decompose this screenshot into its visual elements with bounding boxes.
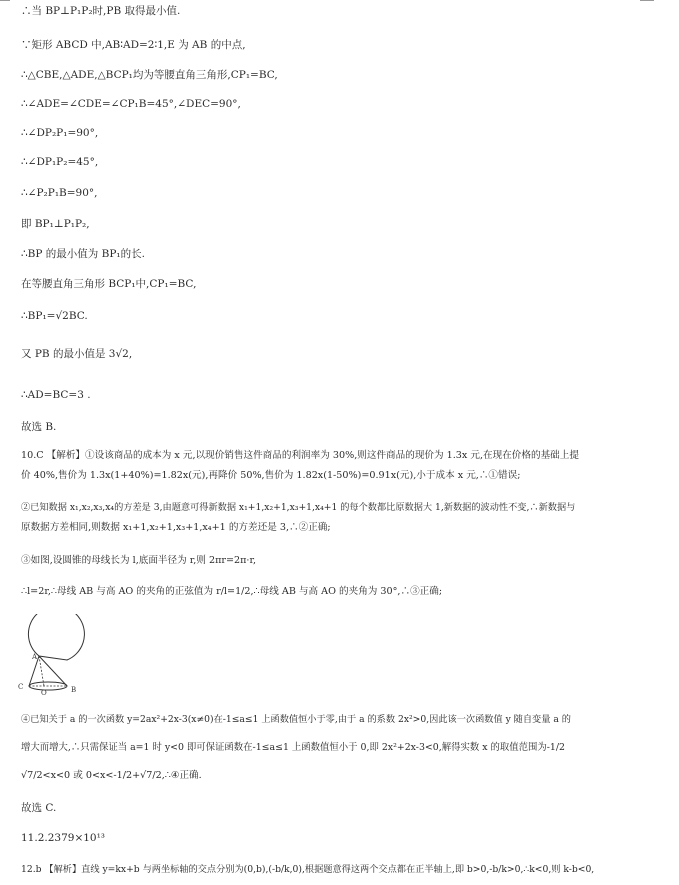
text-line: 故选 C. — [21, 802, 57, 814]
text-line: 在等腰直角三角形 BCP₁中,CP₁=BC, — [21, 278, 197, 290]
label-c: C — [18, 683, 24, 691]
text-line: √7/2<x<0 或 0<x<-1/2+√7/2,∴④正确. — [21, 770, 202, 781]
text-line: 又 PB 的最小值是 3√2, — [21, 348, 133, 360]
text-line: ∴∠ADE=∠CDE=∠CP₁B=45°,∠DEC=90°, — [21, 98, 241, 110]
label-o: O — [41, 689, 47, 697]
text-line: ∴∠DP₁P₂=45°, — [21, 156, 99, 168]
text-line: 11.2.2379×10¹³ — [21, 832, 106, 844]
text-line: 价 40%,售价为 1.3x(1+40%)=1.82x(元),再降价 50%,售价为 1.82x(1-50%)=0.91x(元),小于成本 x 元,∴①错误; — [21, 470, 521, 481]
cone-sector-figure — [16, 614, 86, 698]
text-line: 原数据方差相同,则数据 x₁+1,x₂+1,x₃+1,x₄+1 的方差还是 3,∴②正确; — [21, 522, 331, 533]
text-line: 故选 B. — [21, 421, 57, 433]
text-line: ②已知数据 x₁,x₂,x₃,x₄的方差是 3,由题意可得新数据 x₁+1,x₂+1,x₃+1,x₄+1 的每个数都比原数据大 1,新数据的波动性不变,∴新数据与 — [21, 502, 576, 513]
page-edge-mark — [640, 0, 654, 1]
text-line: ∴l=2r,∴母线 AB 与高 AO 的夹角的正弦值为 r/l=1/2,∴母线 AB 与高 AO 的夹角为 30°,∴③正确; — [21, 586, 443, 597]
text-line: ∴BP 的最小值为 BP₁的长. — [21, 248, 145, 260]
text-line: 即 BP₁⊥P₁P₂, — [21, 218, 90, 230]
text-line: 增大而增大,∴只需保证当 a=1 时 y<0 即可保证函数在-1≤a≤1 上函数值恒小于 0,即 2x²+2x-3<0,解得实数 x 的取值范围为-1/2 — [21, 742, 565, 753]
text-line: ∴BP₁=√2BC. — [21, 310, 88, 322]
text-line: ∴∠DP₂P₁=90°, — [21, 127, 99, 139]
label-b: B — [71, 686, 77, 694]
text-line: ∴AD=BC=3 . — [21, 389, 91, 401]
text-line: 10.C 【解析】①设该商品的成本为 x 元,以现价销售这件商品的利润率为 30%,则这件商品的现价为 1.3x 元,在现在价格的基础上提 — [21, 450, 579, 461]
text-line: ∴当 BP⊥P₁P₂时,PB 取得最小值. — [21, 5, 181, 17]
text-line: ∵矩形 ABCD 中,AB∶AD=2∶1,E 为 AB 的中点, — [21, 39, 246, 51]
text-line: ∴∠P₂P₁B=90°, — [21, 187, 98, 199]
text-line: ∴△CBE,△ADE,△BCP₁均为等腰直角三角形,CP₁=BC, — [21, 69, 278, 81]
page-edge-mark — [0, 0, 10, 1]
text-line: ④已知关于 a 的一次函数 y=2ax²+2x-3(x≠0)在-1≤a≤1 上函数值恒小于零,由于 a 的系数 2x²>0,因此该一次函数值 y 随自变量 a 的 — [21, 714, 571, 725]
label-a: A — [32, 653, 38, 661]
text-line: ③如图,设圆锥的母线长为 l,底面半径为 r,则 2πr=2π·r, — [21, 555, 257, 566]
text-line: 12.b 【解析】直线 y=kx+b 与两坐标轴的交点分别为(0,b),(-b/k,0),根据题意得这两个交点都在正半轴上,即 b>0,-b/k>0,∴k<0,则 k-b<0, — [21, 864, 595, 875]
